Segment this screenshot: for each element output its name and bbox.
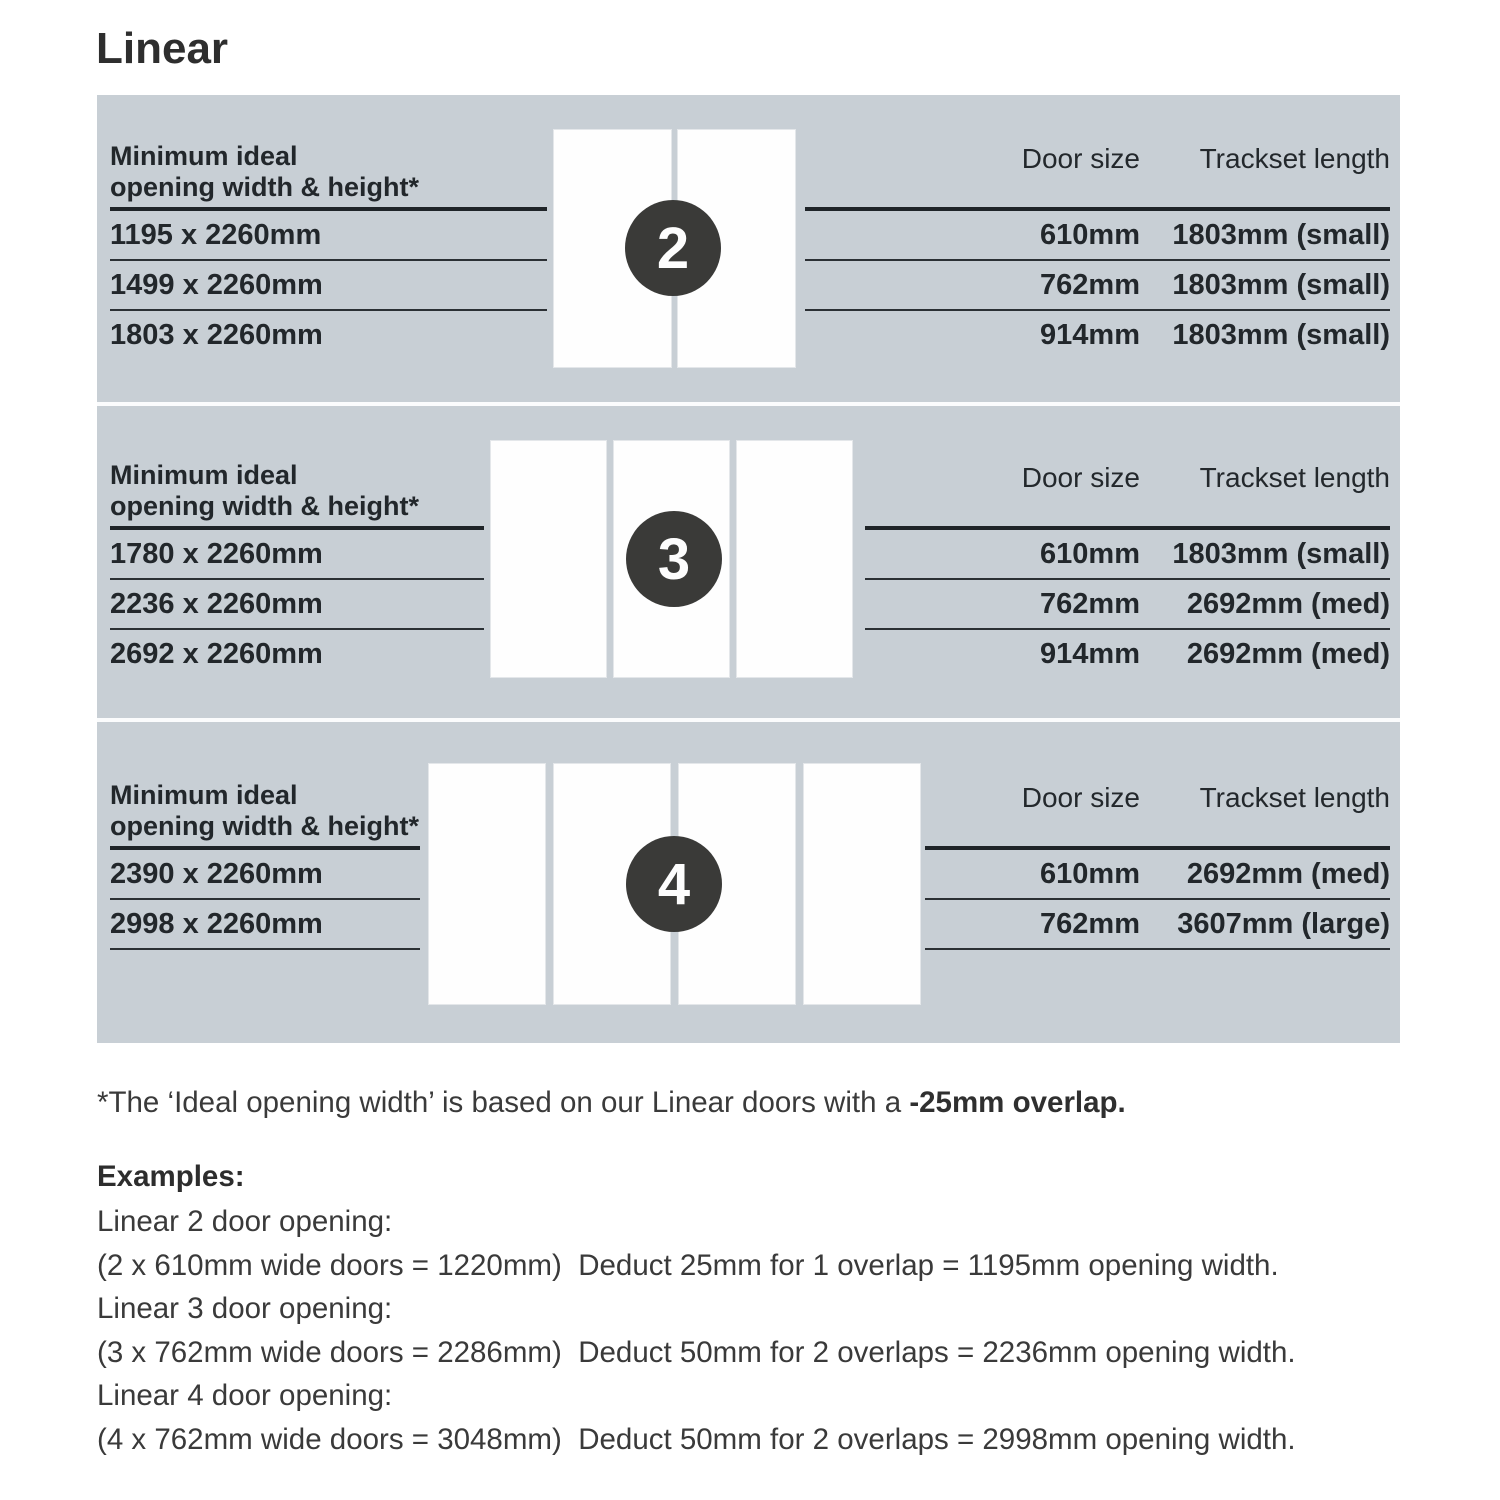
door-trackset-table-3door <box>865 454 1390 678</box>
opening-size-rows <box>110 846 420 950</box>
opening-size-row: 2692 x 2260mm <box>110 637 323 670</box>
door-trackset-table-4door <box>925 774 1390 950</box>
examples-block <box>97 1154 1296 1461</box>
opening-size-row: 1803 x 2260mm <box>110 318 323 351</box>
door-trackset-row <box>805 211 1390 261</box>
door-trackset-header-row <box>805 135 1390 207</box>
door-panel-icon <box>803 763 921 1005</box>
overlap-footnote <box>97 1086 1126 1120</box>
door-count-badge-4: 4 <box>626 836 722 932</box>
door-trackset-rows <box>805 207 1390 359</box>
door-size-column-header: Door size <box>1021 782 1140 813</box>
door-trackset-row <box>805 261 1390 311</box>
opening-size-header <box>110 454 484 526</box>
door-size-column-header: Door size <box>1021 143 1140 174</box>
door-count-badge-3: 3 <box>626 511 722 607</box>
opening-size-header <box>110 135 547 207</box>
opening-size-header-line2: opening width & height* <box>110 172 419 202</box>
door-trackset-table-2door <box>805 135 1390 359</box>
trackset-length-value: 1803mm (small) <box>1172 268 1390 301</box>
example-line: Linear 4 door opening: <box>97 1379 393 1412</box>
opening-size-header-line2: opening width & height* <box>110 491 419 521</box>
opening-size-table-4door <box>110 774 420 950</box>
door-size-value: 762mm <box>1040 587 1140 620</box>
door-size-value: 762mm <box>1040 268 1140 301</box>
door-count-badge-2: 2 <box>625 200 721 296</box>
opening-size-header-line1: Minimum ideal <box>110 780 298 810</box>
opening-size-row: 2236 x 2260mm <box>110 580 484 630</box>
opening-size-row: 1499 x 2260mm <box>110 261 547 311</box>
example-line: (2 x 610mm wide doors = 1220mm) Deduct 25mm for 1 overlap = 1195mm opening width. <box>97 1248 1279 1282</box>
opening-size-row: 1195 x 2260mm <box>110 211 547 261</box>
opening-size-rows <box>110 526 484 678</box>
example-line: Linear 3 door opening: <box>97 1292 393 1325</box>
opening-size-header-line2: opening width & height* <box>110 811 419 841</box>
linear-spec-panel <box>97 95 1400 1043</box>
trackset-length-column-header: Trackset length <box>1199 143 1390 174</box>
opening-size-header <box>110 774 420 846</box>
overlap-footnote-bold: -25mm overlap. <box>909 1086 1126 1119</box>
opening-size-table-2door <box>110 135 547 359</box>
example-line: (4 x 762mm wide doors = 3048mm) Deduct 50mm for 2 overlaps = 2998mm opening width. <box>97 1422 1296 1456</box>
door-panel-icon <box>428 763 546 1005</box>
opening-size-row: 2998 x 2260mm <box>110 900 420 950</box>
opening-size-row: 1780 x 2260mm <box>110 530 484 580</box>
trackset-length-value: 2692mm (med) <box>1186 857 1390 890</box>
door-size-value: 762mm <box>1040 907 1140 940</box>
trackset-length-value: 1803mm (small) <box>1172 318 1390 351</box>
example-line: Linear 2 door opening: <box>97 1205 393 1238</box>
examples-heading: Examples: <box>97 1160 245 1193</box>
door-trackset-row <box>805 311 1390 359</box>
door-size-column-header: Door size <box>1021 462 1140 493</box>
trackset-length-value: 2692mm (med) <box>1186 587 1390 620</box>
opening-size-rows <box>110 207 547 359</box>
door-size-value: 610mm <box>1040 218 1140 251</box>
door-trackset-header-row <box>865 454 1390 526</box>
opening-size-header-line1: Minimum ideal <box>110 460 298 490</box>
door-trackset-row <box>925 850 1390 900</box>
trackset-length-value: 3607mm (large) <box>1177 907 1390 940</box>
door-size-value: 914mm <box>1040 637 1140 670</box>
trackset-length-column-header: Trackset length <box>1199 462 1390 493</box>
door-trackset-row <box>865 630 1390 678</box>
overlap-footnote-text: *The ‘Ideal opening width’ is based on our Linear doors with a <box>97 1086 910 1119</box>
example-line: (3 x 762mm wide doors = 2286mm) Deduct 50mm for 2 overlaps = 2236mm opening width. <box>97 1335 1296 1369</box>
opening-size-row: 2390 x 2260mm <box>110 850 420 900</box>
door-size-value: 610mm <box>1040 857 1140 890</box>
door-trackset-header-row <box>925 774 1390 846</box>
door-size-value: 914mm <box>1040 318 1140 351</box>
trackset-length-value: 2692mm (med) <box>1186 637 1390 670</box>
trackset-length-column-header: Trackset length <box>1199 782 1390 813</box>
door-trackset-row <box>925 900 1390 950</box>
door-panel-icon <box>736 440 853 678</box>
opening-size-table-3door <box>110 454 484 678</box>
door-trackset-row <box>865 530 1390 580</box>
page-title: Linear <box>96 24 229 73</box>
door-trackset-rows <box>865 526 1390 678</box>
trackset-length-value: 1803mm (small) <box>1172 218 1390 251</box>
door-panel-icon <box>490 440 607 678</box>
door-trackset-row <box>865 580 1390 630</box>
opening-size-header-line1: Minimum ideal <box>110 141 298 171</box>
trackset-length-value: 1803mm (small) <box>1172 537 1390 570</box>
door-size-value: 610mm <box>1040 537 1140 570</box>
door-trackset-rows <box>925 846 1390 950</box>
